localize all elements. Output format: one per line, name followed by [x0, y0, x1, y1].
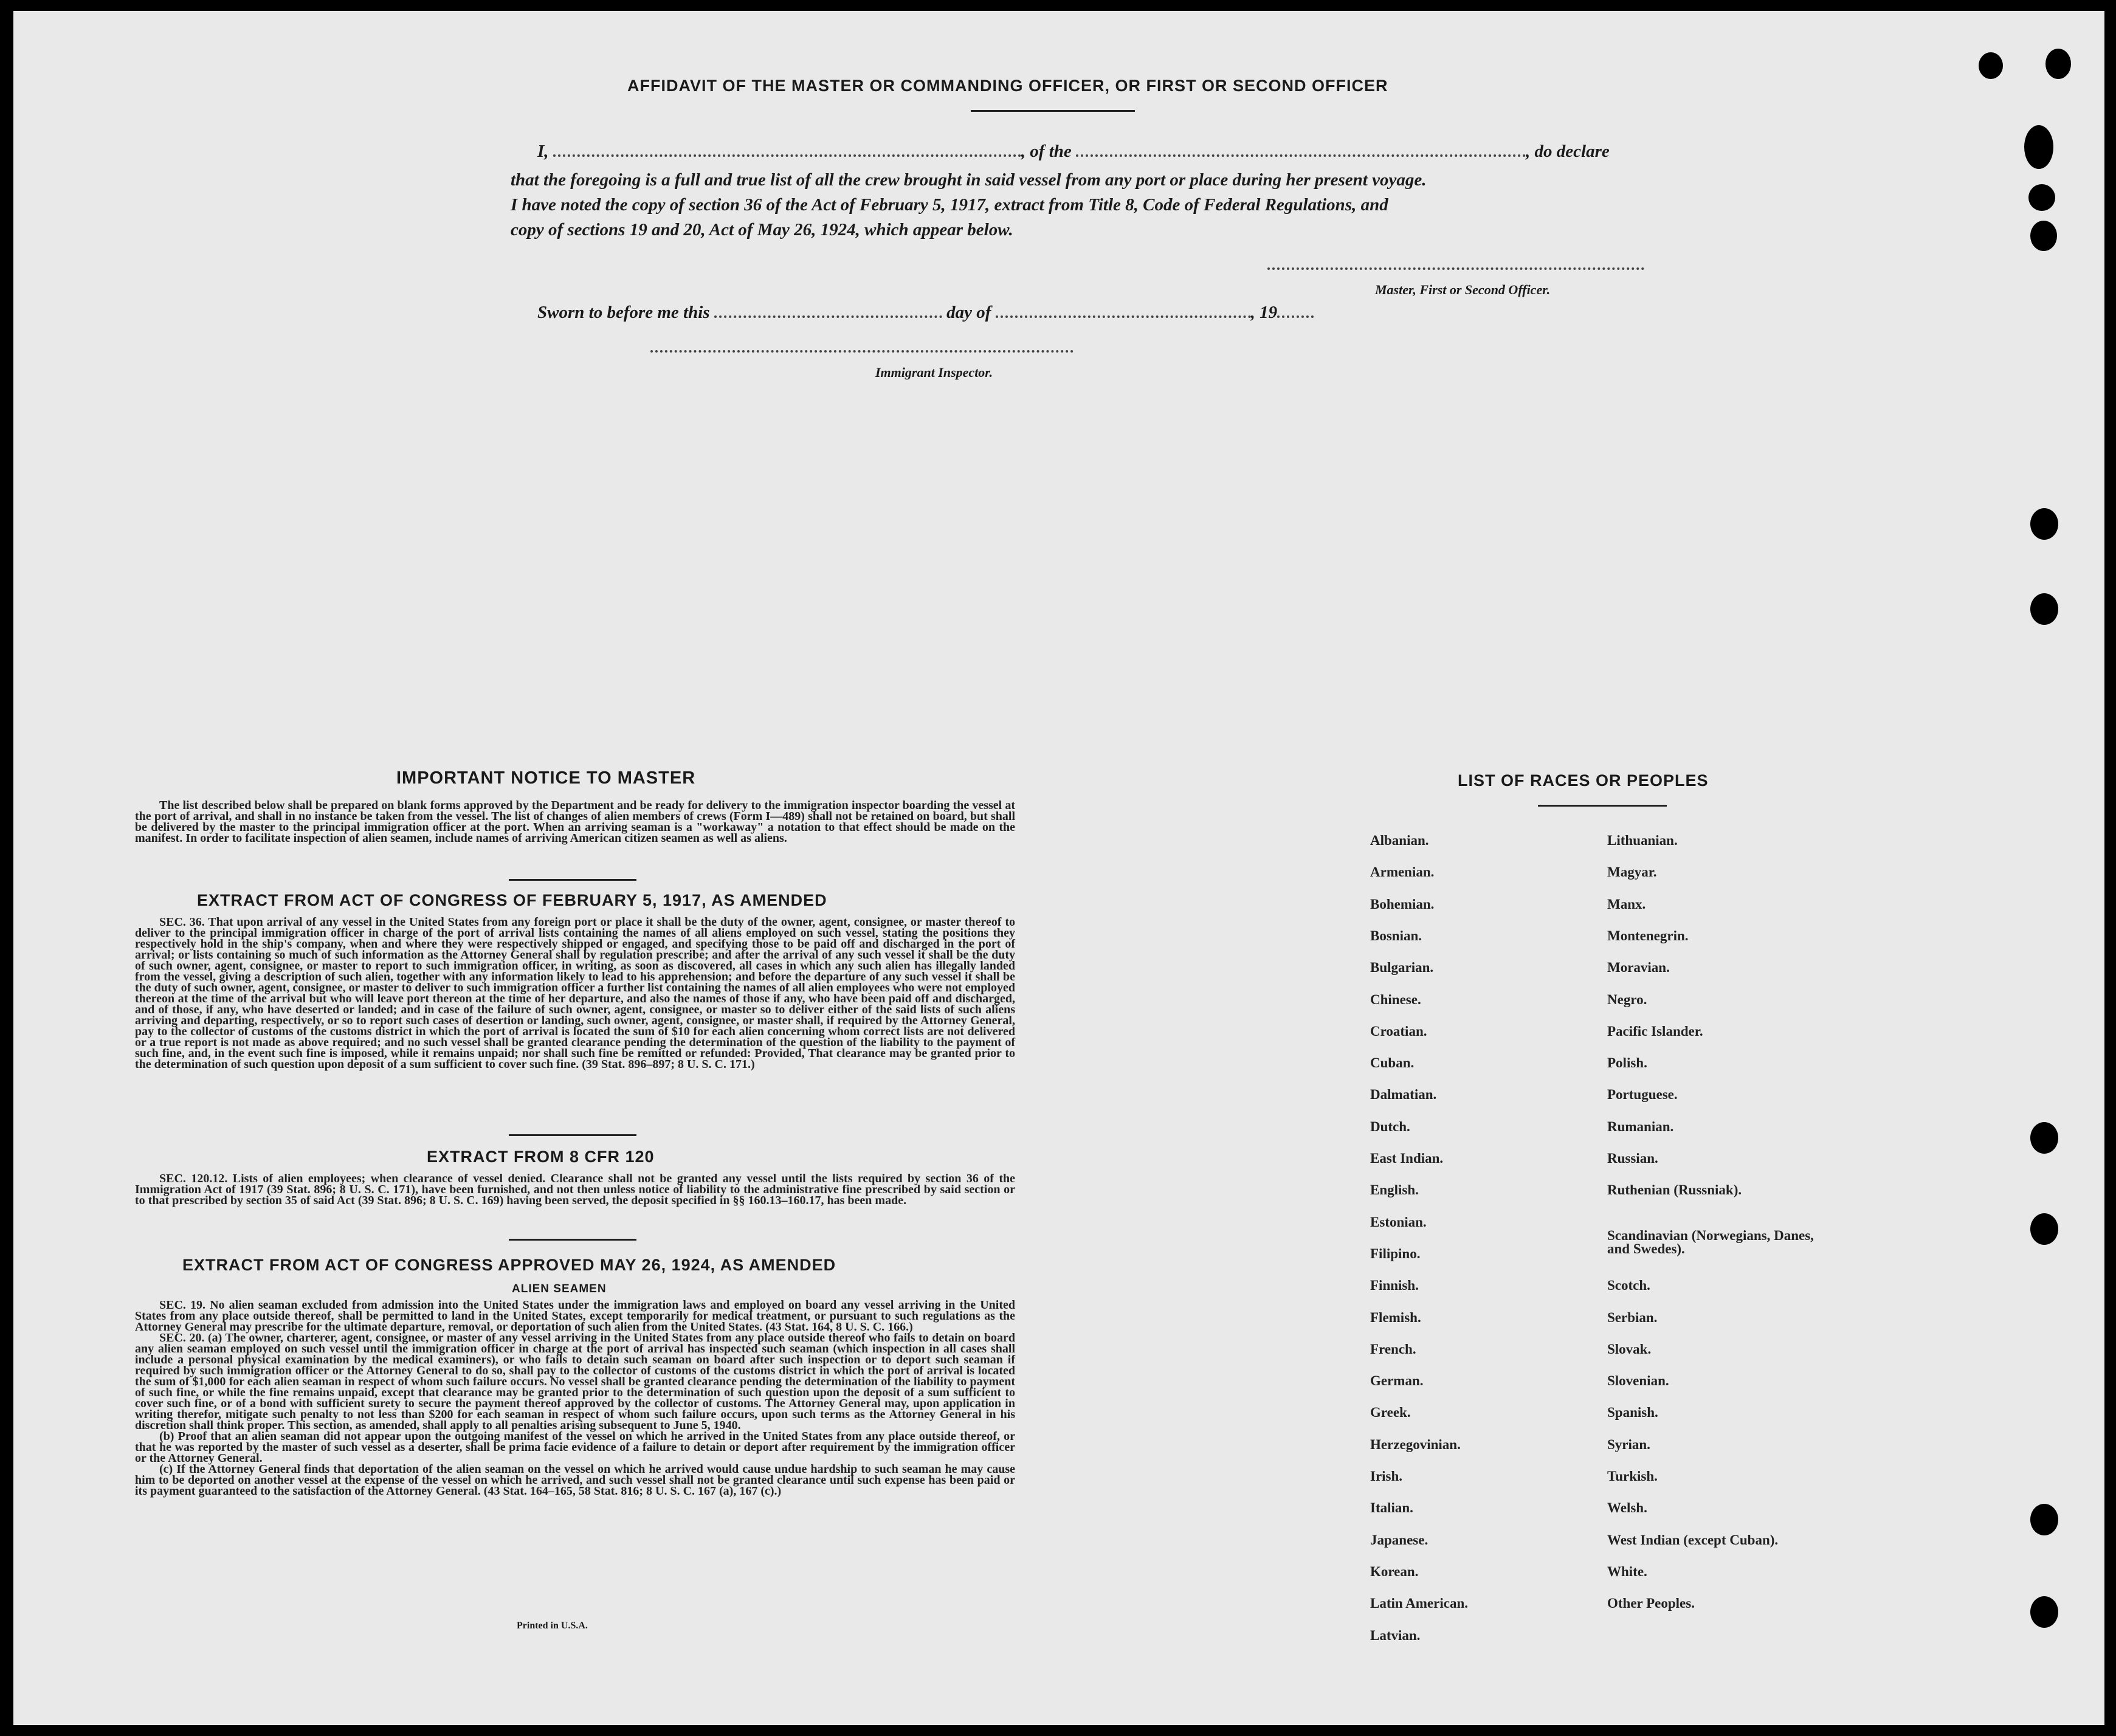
punch-hole [2030, 221, 2057, 251]
affidavit-line-1: I, , of the , do declare [537, 142, 1610, 161]
race-item: West Indian (except Cuban). [1607, 1532, 1779, 1548]
race-item: Pacific Islander. [1607, 1023, 1703, 1039]
race-item: Scandinavian (Norwegians, Danes, and Swedes). [1607, 1227, 1814, 1256]
inspector-signature-label: Immigrant Inspector. [875, 365, 993, 380]
race-item: Bosnian. [1370, 928, 1422, 943]
race-item: Estonian. [1370, 1214, 1427, 1230]
sec-20a-paragraph: SEC. 20. (a) The owner, charterer, agent, consignee, or master of any vessel arriving in the United States from any place outside thereof who fails to detain on board any alien seaman employed on such vessel until the immigration officer in charge at the port of arrival has inspected such seaman (which inspection in all cases shall include a personal physical examination by the medical examiners), or who fails to detain such seaman on board after such inspection or to deport such seaman if required by such immigration officer or the Attorney General to do so, shall pay to the collector of customs of the customs district in which the port of arrival is located the sum of $1,000 for each alien seaman in respect of whom such failure occurs. No vessel shall be granted clearance pending the determination of the liability to payment of such fine, or while the fine remains unpaid, except that clearance may be granted prior to the determination of such question upon the deposit of a sum sufficient to cover such fine, or of a bond with sufficient surety to secure the payment thereof approved by the collector of customs. The Attorney General may, upon application in writing therefor, mitigate such penalty to not less than $200 for each seaman in respect of whom such failure occurs, upon such terms as the Attorney General in his discretion shall think proper. This section, as amended, shall apply to all penalties arising subsequent to June 5, 1940. [135, 1331, 1015, 1432]
race-item: Montenegrin. [1607, 928, 1689, 943]
race-item: Filipino. [1370, 1245, 1421, 1261]
punch-hole [2030, 1504, 2058, 1535]
extract-1924-body [135, 1300, 1015, 1497]
extract-cfr-body [135, 1173, 1015, 1206]
affidavit-title: AFFIDAVIT OF THE MASTER OR COMMANDING OFFICER, OR FIRST OR SECOND OFFICER [627, 77, 1388, 95]
race-item: Rumanian. [1607, 1118, 1674, 1134]
notice-body [135, 800, 1015, 844]
punch-hole [2030, 508, 2058, 540]
race-item: White. [1607, 1563, 1647, 1579]
master-signature-label: Master, First or Second Officer. [1375, 282, 1551, 297]
divider [509, 1134, 636, 1136]
form-page [13, 11, 2104, 1725]
sec-36-paragraph: SEC. 36. That upon arrival of any vessel in the United States from any foreign port or place it shall be the duty of the owner, agent, consignee, or master thereof to deliver to the principal immigration officer in charge of the port of arrival lists containing the names of all aliens employed on such vessel, stating the positions they respectively hold in the ship's company, when and where they were respectively shipped or engaged, and specifying those to be paid off and discharged in the port of arrival; or lists containing so much of such information as the Attorney General shall by regulation prescribe; and after the arrival of any such vessel it shall be the duty of such owner, agent, consignee, or master to report to such immigration officer, in writing, as soon as discovered, all cases in which any such alien has illegally landed from the vessel, giving a description of such alien, together with any information likely to lead to his apprehension; and before the departure of any such vessel it shall be the duty of such owner, agent, consignee, or master to deliver to such immigration officer a further list containing the names of all alien employees who were not employed thereon at the time of the arrival but who will leave port thereon at the time of her departure, and also the names of those if any, who have been paid off and discharged, and of those, if any, who have deserted or landed; and in case of the failure of such owner, agent, consignee, or master so to deliver either of the said lists of such aliens arriving and departing, respectively, or so to report such cases of desertion or landing, such owner, agent, consignee, or master shall, if required by the Attorney General, pay to the collector of customs of the customs district in which the port of arrival is located the sum of $10 for each alien concerning whom correct lists are not delivered or a true report is not made as above required; and no such vessel shall be granted clearance pending the determination of the question of the liability to the payment of such fine, and, in the event such fine is imposed, while it remains unpaid; nor shall such fine be remitted or refunded: Provided, That clearance may be granted prior to the determination of such question upon deposit of a sum sufficient to cover such fine. (39 Stat. 896–897; 8 U. S. C. 171.) [135, 915, 1015, 1071]
affidavit-line-2: that the foregoing is a full and true list of all the crew brought in said vessel from any port or place during her present voyage. [511, 170, 1427, 190]
race-item: Ruthenian (Russniak). [1607, 1182, 1742, 1198]
race-item: Scotch. [1607, 1278, 1650, 1293]
notice-paragraph: The list described below shall be prepared on blank forms approved by the Department and be ready for delivery to the immigration inspector boarding the vessel at the port of arrival, and shall in no instance be taken from the vessel. The list of changes of alien members of crews (Form I—489) shall not be retained on board, but shall be delivered by the master to the principal immigration officer at the port. When an arriving seaman is a "workaway" a notation to that effect should be made on the manifest. In order to facilitate inspection of alien seamen, include names of arriving American citizen seamen as well as aliens. [135, 799, 1015, 845]
affidavit-line-4: copy of sections 19 and 20, Act of May 26, 1924, which appear below. [511, 220, 1013, 239]
punch-hole [1979, 52, 2003, 79]
race-item: Slovak. [1607, 1341, 1652, 1357]
race-item: Syrian. [1607, 1436, 1650, 1452]
notice-title: IMPORTANT NOTICE TO MASTER [396, 768, 696, 788]
race-item: Dalmatian. [1370, 1087, 1437, 1103]
race-item: Chinese. [1370, 991, 1421, 1007]
divider [509, 1239, 636, 1241]
alien-seamen-subtitle: ALIEN SEAMEN [512, 1283, 607, 1295]
race-item: Croatian. [1370, 1023, 1427, 1039]
sec-19-paragraph: SEC. 19. No alien seaman excluded from admission into the United States under the immigration laws and employed on board any vessel arriving in the United States from any place outside thereof, shall be permitted to land in the United States, except temporarily for medical treatment, or pursuant to such regulations as the Attorney General may prescribe for the ultimate departure, removal, or deportation of such alien from the United States. (43 Stat. 164, 8 U. S. C. 166.) [135, 1298, 1015, 1334]
race-item: German. [1370, 1373, 1424, 1389]
year-blank[interactable] [1277, 315, 1314, 318]
race-item: Korean. [1370, 1563, 1419, 1579]
extract-1917-title: EXTRACT FROM ACT OF CONGRESS OF FEBRUARY 5, 1917, AS AMENDED [197, 891, 827, 909]
punch-hole [2030, 1596, 2058, 1628]
race-item: Irish. [1370, 1469, 1403, 1484]
race-item: Portuguese. [1607, 1087, 1678, 1103]
punch-hole [2030, 593, 2058, 625]
inspector-signature-blank[interactable] [650, 350, 1074, 353]
race-item: Cuban. [1370, 1055, 1415, 1071]
race-item: Bohemian. [1370, 896, 1435, 912]
race-item: Finnish. [1370, 1278, 1419, 1293]
race-item: Japanese. [1370, 1532, 1428, 1548]
race-item: Russian. [1607, 1151, 1658, 1166]
race-item: English. [1370, 1182, 1419, 1198]
sec-20c-paragraph: (c) If the Attorney General finds that deportation of the alien seaman on the vessel on which he arrived would cause undue hardship to such seaman he may cause him to be deported on another vessel at the expense of the vessel on which he arrived, and such vessel shall not be granted clearance until such expense has been paid or its payment guaranteed to the satisfaction of the Attorney General. (43 Stat. 164–165, 58 Stat. 816; 8 U. S. C. 167 (a), 167 (c).) [135, 1462, 1015, 1498]
printed-in-usa: Printed in U.S.A. [517, 1621, 588, 1631]
race-item: Lithuanian. [1607, 833, 1678, 848]
race-item: Polish. [1607, 1055, 1647, 1071]
punch-hole [2045, 49, 2071, 79]
sec-120-12-paragraph: SEC. 120.12. Lists of alien employees; when clearance of vessel denied. Clearance shall not be granted any vessel until the lists required by section 36 of the Immigration Act of 1917 (39 Stat. 896; 8 U. S. C. 171), have been furnished, and not then unless notice of liability to the administrative fine prescribed by said section or to that prescribed by section 35 of said Act (39 Stat. 896; 8 U. S. C. 169) having been served, the deposit specified in §§ 160.13–160.17, has been made. [135, 1172, 1015, 1207]
race-item: Turkish. [1607, 1469, 1658, 1484]
race-item: Welsh. [1607, 1500, 1647, 1516]
divider [1538, 805, 1667, 807]
race-item: Herzegovinian. [1370, 1436, 1461, 1452]
race-item: Moravian. [1607, 960, 1670, 976]
divider [509, 879, 636, 881]
race-item: Slovenian. [1607, 1373, 1669, 1389]
sec-20b-paragraph: (b) Proof that an alien seaman did not appear upon the outgoing manifest of the vessel on which he arrived in the United States from any place outside thereof, or that he was reported by the master of such vessel as a deserter, shall be prima facie evidence of a failure to detain or deport after requirement by the immigration officer or the Attorney General. [135, 1430, 1015, 1465]
race-item: Latvian. [1370, 1627, 1421, 1643]
race-item: Greek. [1370, 1405, 1411, 1421]
race-item: Dutch. [1370, 1118, 1410, 1134]
divider [971, 110, 1135, 112]
master-signature-blank[interactable] [1267, 267, 1644, 270]
punch-hole [2030, 1122, 2058, 1154]
extract-cfr-title: EXTRACT FROM 8 CFR 120 [427, 1148, 655, 1166]
punch-hole [2028, 184, 2055, 211]
race-item: Italian. [1370, 1500, 1413, 1516]
race-item: Albanian. [1370, 833, 1429, 848]
extract-1917-body [135, 917, 1015, 1070]
extract-1924-title: EXTRACT FROM ACT OF CONGRESS APPROVED MAY 26, 1924, AS AMENDED [182, 1256, 836, 1274]
sworn-line: Sworn to before me this day of , 19 [537, 303, 1314, 323]
race-item: Latin American. [1370, 1596, 1468, 1611]
race-item: Spanish. [1607, 1405, 1658, 1421]
day-blank[interactable] [714, 315, 942, 318]
affidavit-line-3: I have noted the copy of section 36 of the Act of February 5, 1917, extract from Title 8, Code of Federal Regulations, and [511, 195, 1388, 215]
punch-hole [2030, 1213, 2058, 1245]
race-item: Negro. [1607, 991, 1647, 1007]
name-blank[interactable] [553, 154, 1021, 157]
vessel-blank[interactable] [1076, 154, 1526, 157]
race-item: French. [1370, 1341, 1416, 1357]
race-item: Armenian. [1370, 864, 1435, 880]
race-item: Other Peoples. [1607, 1596, 1695, 1611]
race-item: Bulgarian. [1370, 960, 1434, 976]
race-item: East Indian. [1370, 1151, 1444, 1166]
races-title: LIST OF RACES OR PEOPLES [1458, 771, 1709, 790]
month-blank[interactable] [996, 315, 1251, 318]
race-item: Magyar. [1607, 864, 1657, 880]
punch-hole [2024, 125, 2053, 169]
race-item: Serbian. [1607, 1309, 1658, 1325]
race-item: Flemish. [1370, 1309, 1421, 1325]
race-item: Manx. [1607, 896, 1646, 912]
